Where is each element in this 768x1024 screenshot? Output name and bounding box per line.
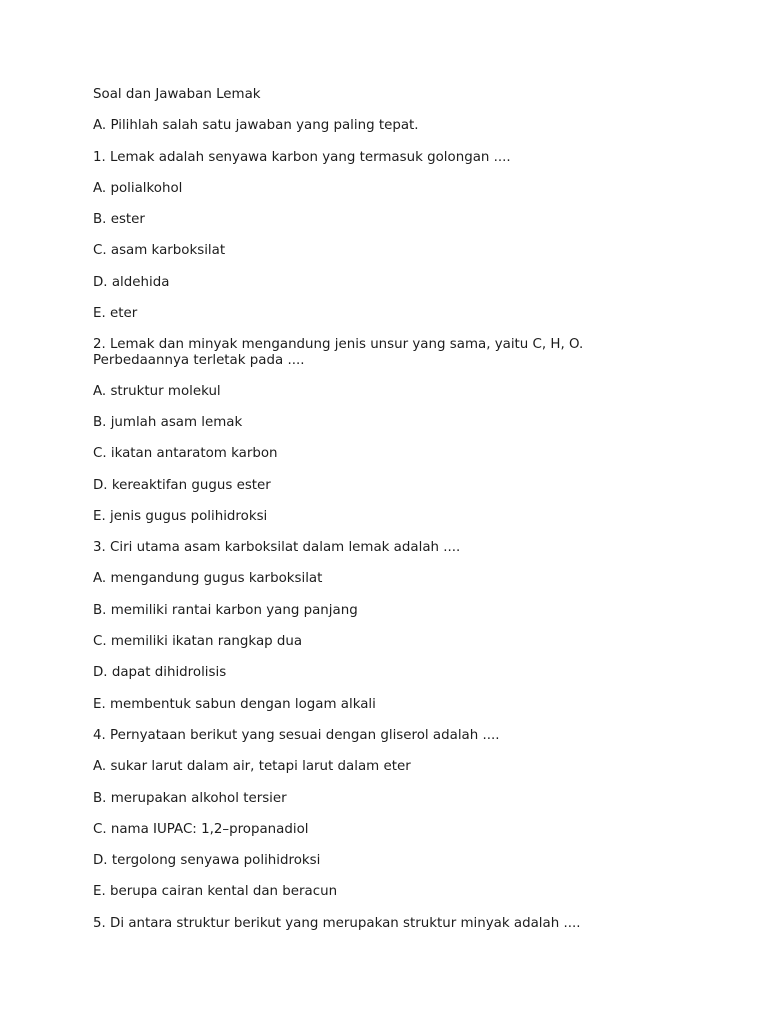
question-3-option-c: C. memiliki ikatan rangkap dua (93, 634, 303, 650)
question-3-option-e: E. membentuk sabun dengan logam alkali (93, 696, 376, 712)
question-4-option-c: C. nama IUPAC: 1,2–propanadiol (93, 821, 309, 837)
question-1: 1. Lemak adalah senyawa karbon yang termasuk golongan .... (93, 149, 511, 165)
question-2-option-a: A. struktur molekul (93, 383, 221, 399)
question-1-option-e: E. eter (93, 306, 138, 322)
question-4: 4. Pernyataan berikut yang sesuai dengan gliserol adalah .... (93, 727, 500, 743)
question-3-option-a: A. mengandung gugus karboksilat (93, 571, 323, 587)
question-2-line-1: 2. Lemak dan minyak mengandung jenis unsur yang sama, yaitu C, H, O. (93, 337, 584, 353)
question-2-option-e: E. jenis gugus polihidroksi (93, 508, 268, 524)
question-1-option-c: C. asam karboksilat (93, 243, 226, 259)
question-2 (93, 337, 653, 368)
document-body (93, 87, 693, 947)
section-instruction: A. Pilihlah salah satu jawaban yang paling tepat. (93, 118, 419, 134)
question-3-option-b: B. memiliki rantai karbon yang panjang (93, 602, 358, 618)
question-3-option-d: D. dapat dihidrolisis (93, 665, 227, 681)
question-2-option-b: B. jumlah asam lemak (93, 414, 243, 430)
question-2-option-c: C. ikatan antaratom karbon (93, 446, 278, 462)
question-1-option-b: B. ester (93, 212, 145, 228)
question-5: 5. Di antara struktur berikut yang merupakan struktur minyak adalah .... (93, 915, 581, 931)
question-4-option-a: A. sukar larut dalam air, tetapi larut dalam eter (93, 759, 411, 775)
question-2-line-2: Perbedaannya terletak pada .... (93, 352, 305, 368)
question-2-option-d: D. kereaktifan gugus ester (93, 477, 271, 493)
question-4-option-d: D. tergolong senyawa polihidroksi (93, 853, 321, 869)
question-1-option-a: A. polialkohol (93, 180, 183, 196)
question-1-option-d: D. aldehida (93, 274, 170, 290)
question-4-option-e: E. berupa cairan kental dan beracun (93, 884, 338, 900)
document-title: Soal dan Jawaban Lemak (93, 87, 261, 102)
question-4-option-b: B. merupakan alkohol tersier (93, 790, 287, 806)
question-3: 3. Ciri utama asam karboksilat dalam lemak adalah .... (93, 540, 461, 556)
